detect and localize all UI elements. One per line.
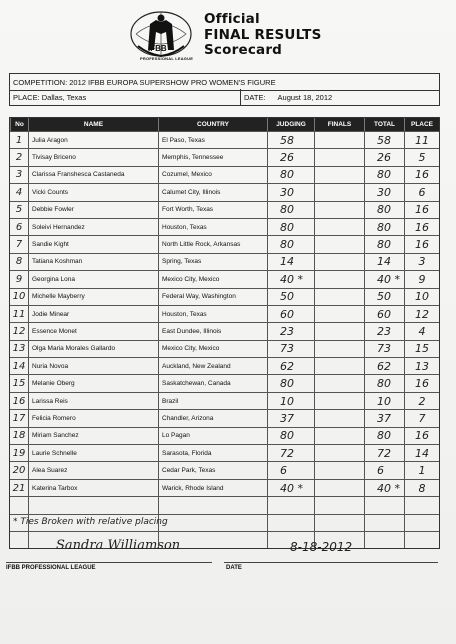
row-number: 2 <box>15 152 23 164</box>
total-score: 80 <box>364 219 404 235</box>
final-place: 4 <box>404 323 439 339</box>
competitor-location: Calumet City, Illinois <box>158 184 267 200</box>
final-place <box>404 532 439 548</box>
competitor-name: Debbie Fowler <box>28 202 158 218</box>
final-place: 14 <box>404 445 439 461</box>
competitor-location <box>158 497 267 513</box>
competitor-location: Houston, Texas <box>158 219 267 235</box>
competitor-location: Fort Worth, Texas <box>158 202 267 218</box>
competitor-location: Sarasota, Florida <box>158 445 267 461</box>
table-row <box>10 444 439 461</box>
table-row <box>10 235 439 252</box>
competitor-location: Lo Pagan <box>158 428 267 444</box>
finals-score <box>314 132 364 148</box>
judging-score: 80 <box>267 428 314 444</box>
finals-score <box>314 236 364 252</box>
table-row <box>10 253 439 270</box>
final-place <box>404 515 439 531</box>
competitor-name: Felicia Romero <box>28 410 158 426</box>
finals-score <box>314 375 364 391</box>
table-row <box>10 322 439 339</box>
date-cell <box>240 89 439 105</box>
table-row <box>10 148 439 165</box>
competitor-location: Warick, Rhode Island <box>158 480 267 496</box>
total-score: 60 <box>364 306 404 322</box>
competitor-name: Essence Monet <box>28 323 158 339</box>
header-no: No <box>10 118 28 131</box>
table-row <box>10 183 439 200</box>
final-place: 16 <box>404 219 439 235</box>
row-number: 5 <box>15 204 23 216</box>
competitor-name: Vicki Counts <box>28 184 158 200</box>
total-score: 40 * <box>364 271 404 287</box>
row-number: 19 <box>12 447 26 459</box>
row-number: 11 <box>12 308 26 320</box>
final-place: 1 <box>404 462 439 478</box>
competitor-location: East Dundee, Illinois <box>158 323 267 339</box>
table-row <box>10 374 439 391</box>
total-score: 37 <box>364 410 404 426</box>
judging-score: 6 <box>267 462 314 478</box>
competitor-name: Soleivi Hernandez <box>28 219 158 235</box>
row-number: 3 <box>15 169 23 181</box>
total-score <box>364 497 404 513</box>
competitor-location: Spring, Texas <box>158 254 267 270</box>
total-score: 6 <box>364 462 404 478</box>
table-row <box>10 131 439 148</box>
logo-text: IFBB <box>148 44 167 53</box>
total-score: 26 <box>364 149 404 165</box>
competitor-location: Mexico City, Mexico <box>158 271 267 287</box>
table-body <box>10 131 439 548</box>
competitor-name: Georgina Lona <box>28 271 158 287</box>
table-row <box>10 409 439 426</box>
judging-score: 80 <box>267 375 314 391</box>
judging-score: 10 <box>267 393 314 409</box>
row-number: 4 <box>15 186 23 198</box>
finals-score <box>314 289 364 305</box>
competitor-location: North Little Rock, Arkansas <box>158 236 267 252</box>
competitor-location: Memphis, Tennessee <box>158 149 267 165</box>
row-number: 16 <box>12 395 26 407</box>
competitor-location: El Paso, Texas <box>158 132 267 148</box>
total-score: 62 <box>364 358 404 374</box>
header-total: TOTAL <box>364 118 404 131</box>
header-finals: FINALS <box>314 118 364 131</box>
competitor-name <box>28 497 158 513</box>
header-name: NAME <box>28 118 158 131</box>
judging-score: 72 <box>267 445 314 461</box>
competitor-location: Chandler, Arizona <box>158 410 267 426</box>
competitor-location: Saskatchewan, Canada <box>158 375 267 391</box>
row-number: 12 <box>12 325 26 337</box>
place-date-row <box>9 89 440 106</box>
table-row <box>10 340 439 357</box>
final-place: 2 <box>404 393 439 409</box>
competitor-name: Larissa Reis <box>28 393 158 409</box>
final-place: 3 <box>404 254 439 270</box>
finals-score <box>314 410 364 426</box>
judging-score: 37 <box>267 410 314 426</box>
table-row <box>10 270 439 287</box>
total-score: 80 <box>364 375 404 391</box>
table-row <box>10 427 439 444</box>
date-label: DATE: <box>244 92 266 102</box>
finals-score <box>314 202 364 218</box>
finals-score <box>314 167 364 183</box>
table-row <box>10 461 439 478</box>
page-title <box>204 12 322 59</box>
judging-score <box>267 497 314 513</box>
title-line-3: Scorecard <box>204 42 283 58</box>
finals-score <box>314 462 364 478</box>
total-score: 80 <box>364 428 404 444</box>
finals-score <box>314 184 364 200</box>
competitor-location: Auckland, New Zealand <box>158 358 267 374</box>
signature-line <box>6 562 212 563</box>
title-line-2: FINAL RESULTS <box>204 26 322 43</box>
judging-score: 62 <box>267 358 314 374</box>
judging-score <box>267 515 314 531</box>
judging-score: 50 <box>267 289 314 305</box>
row-number: 10 <box>12 291 26 303</box>
judging-score: 80 <box>267 167 314 183</box>
judging-score: 23 <box>267 323 314 339</box>
competitor-location: Houston, Texas <box>158 306 267 322</box>
date-line <box>224 562 438 563</box>
finals-score <box>314 445 364 461</box>
finals-score <box>314 219 364 235</box>
total-score <box>364 515 404 531</box>
date-line-label: DATE <box>226 565 242 571</box>
total-score: 80 <box>364 236 404 252</box>
row-number <box>10 532 28 548</box>
row-number: 15 <box>12 378 26 390</box>
final-place: 16 <box>404 167 439 183</box>
tie-footnote: * Ties Broken with relative placing <box>13 517 168 527</box>
table-header <box>10 118 439 131</box>
row-number <box>10 497 28 513</box>
judging-score: 80 <box>267 236 314 252</box>
competitor-name: Melanie Oberg <box>28 375 158 391</box>
total-score <box>364 532 404 548</box>
table-row <box>10 357 439 374</box>
final-place: 16 <box>404 375 439 391</box>
row-number: 13 <box>12 343 26 355</box>
signature-date: 8-18-2012 <box>290 540 353 554</box>
competitor-name: Olga Maria Morales Gallardo <box>28 341 158 357</box>
row-number: 18 <box>12 430 26 442</box>
logo-subtext: PROFESSIONAL LEAGUE <box>140 56 194 61</box>
total-score: 80 <box>364 167 404 183</box>
competitor-location: Federal Way, Washington <box>158 289 267 305</box>
row-number: 17 <box>12 412 26 424</box>
final-place: 11 <box>404 132 439 148</box>
finals-score <box>314 428 364 444</box>
row-number: 20 <box>12 465 26 477</box>
judging-score: 60 <box>267 306 314 322</box>
finals-score <box>314 341 364 357</box>
total-score: 30 <box>364 184 404 200</box>
signature: Sandra Williamson <box>56 538 181 553</box>
final-place: 6 <box>404 184 439 200</box>
table-row <box>10 201 439 218</box>
final-place: 5 <box>404 149 439 165</box>
finals-score <box>314 358 364 374</box>
row-number: 8 <box>15 256 23 268</box>
table-row <box>10 305 439 322</box>
competitor-name: Michelle Mayberry <box>28 289 158 305</box>
total-score: 80 <box>364 202 404 218</box>
competitor-name: Tivisay Briceno <box>28 149 158 165</box>
final-place: 12 <box>404 306 439 322</box>
judging-score: 26 <box>267 149 314 165</box>
total-score: 14 <box>364 254 404 270</box>
competitor-location: Brazil <box>158 393 267 409</box>
judging-score: 14 <box>267 254 314 270</box>
total-score: 58 <box>364 132 404 148</box>
competitor-name: Julia Aragon <box>28 132 158 148</box>
table-row <box>10 392 439 409</box>
row-number: 1 <box>15 134 23 146</box>
finals-score <box>314 271 364 287</box>
final-place: 16 <box>404 428 439 444</box>
total-score: 23 <box>364 323 404 339</box>
row-number: 14 <box>12 360 26 372</box>
row-number: 7 <box>15 239 23 251</box>
finals-score <box>314 497 364 513</box>
competitor-location: Mexico City, Mexico <box>158 341 267 357</box>
final-place: 13 <box>404 358 439 374</box>
competitor-name: Jodie Minear <box>28 306 158 322</box>
competitor-location: Cozumel, Mexico <box>158 167 267 183</box>
date-value: August 18, 2012 <box>277 92 333 102</box>
finals-score <box>314 306 364 322</box>
header-judging: JUDGING <box>267 118 314 131</box>
final-place: 16 <box>404 202 439 218</box>
judging-score: 80 <box>267 202 314 218</box>
judging-score: 40 * <box>267 480 314 496</box>
total-score: 50 <box>364 289 404 305</box>
total-score: 72 <box>364 445 404 461</box>
finals-score <box>314 393 364 409</box>
final-place: 7 <box>404 410 439 426</box>
header-place: PLACE <box>404 118 439 131</box>
judging-score: 40 * <box>267 271 314 287</box>
final-place: 8 <box>404 480 439 496</box>
final-place: 16 <box>404 236 439 252</box>
total-score: 10 <box>364 393 404 409</box>
judging-score: 73 <box>267 341 314 357</box>
finals-score <box>314 480 364 496</box>
total-score: 73 <box>364 341 404 357</box>
finals-score <box>314 323 364 339</box>
competitor-name: Nuria Novoa <box>28 358 158 374</box>
competitor-name: Miriam Sanchez <box>28 428 158 444</box>
row-number: 21 <box>12 482 26 494</box>
competitor-name: Katerina Tarbox <box>28 480 158 496</box>
final-place: 10 <box>404 289 439 305</box>
competitor-location: Cedar Park, Texas <box>158 462 267 478</box>
finals-score <box>314 149 364 165</box>
row-number: 9 <box>15 273 23 285</box>
competitor-location <box>158 515 267 531</box>
title-line-1: Official <box>204 11 260 27</box>
results-table <box>9 117 440 549</box>
competitor-name: Alea Suarez <box>28 462 158 478</box>
table-row <box>10 288 439 305</box>
table-row <box>10 479 439 496</box>
competitor-name: Tatiana Koshman <box>28 254 158 270</box>
table-row <box>10 496 439 513</box>
final-place <box>404 497 439 513</box>
total-score: 40 * <box>364 480 404 496</box>
final-place: 15 <box>404 341 439 357</box>
row-number: 6 <box>15 221 23 233</box>
competitor-name: Laurie Schnelle <box>28 445 158 461</box>
competitor-name: Sandie Kight <box>28 236 158 252</box>
header-country: COUNTRY <box>158 118 267 131</box>
judging-score: 80 <box>267 219 314 235</box>
finals-score <box>314 254 364 270</box>
table-row <box>10 218 439 235</box>
judging-score: 58 <box>267 132 314 148</box>
judging-score: 30 <box>267 184 314 200</box>
place-label: PLACE: Dallas, Texas <box>13 92 87 102</box>
competitor-name: Clarissa Franshesca Castaneda <box>28 167 158 183</box>
competition-label: COMPETITION: 2012 IFBB EUROPA SUPERSHOW PRO WOMEN'S FIGURE <box>13 77 276 87</box>
final-place: 9 <box>404 271 439 287</box>
finals-score <box>314 515 364 531</box>
table-row <box>10 166 439 183</box>
signature-label: IFBB PROFESSIONAL LEAGUE <box>6 565 96 571</box>
